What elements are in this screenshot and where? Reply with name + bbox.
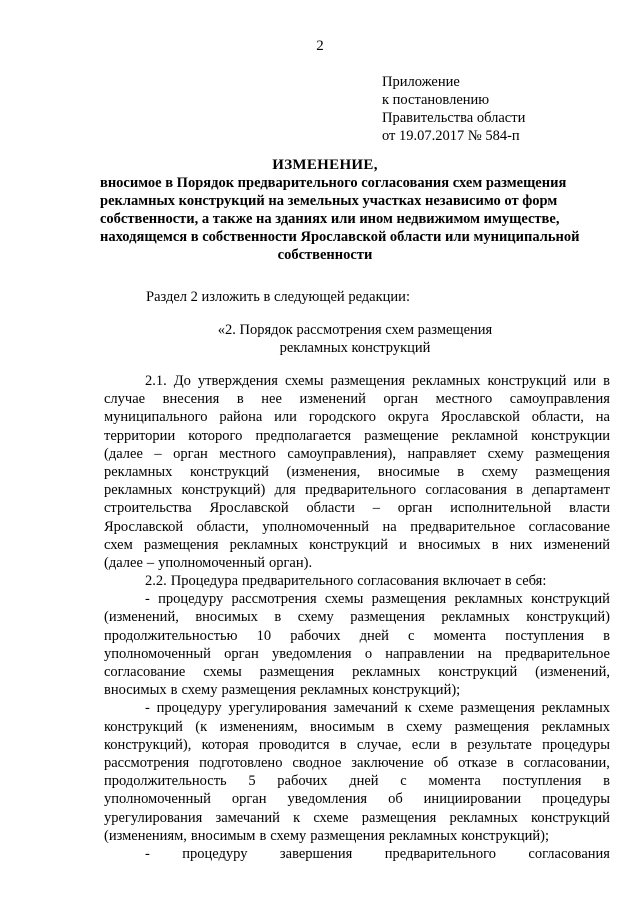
section-heading: [200, 321, 510, 357]
intro-paragraph: Раздел 2 изложить в следующей редакции:: [146, 289, 410, 305]
body-line: (изменений, вносимых в схему размещения рекламных конструкций): [104, 609, 610, 626]
subtitle-line: находящемся в собственности Ярославской области или муниципальной: [100, 229, 580, 245]
title-block: [100, 156, 580, 264]
body-line: конструкций), которая проводится в случае, если в результате процедуры: [104, 736, 610, 753]
body-line: (далее – орган местного самоуправления), направляет схему размещения: [104, 445, 610, 462]
appendix-line: Правительства области: [382, 110, 526, 126]
body-line: конструкций (к изменениям, вносимым в схему размещения рекламных: [104, 718, 610, 735]
body-line: продолжительность 5 рабочих дней с момента поступления в: [104, 773, 610, 790]
body-line: строительства Ярославской области – орган исполнительной власти: [104, 500, 610, 517]
body-line: уполномоченный орган уведомления об инициировании процедуры: [104, 791, 610, 808]
appendix-line: к постановлению: [382, 92, 490, 108]
body-line: продолжительностью 10 рабочих дней с момента поступления в: [104, 627, 610, 644]
body-line: территории которого предполагается размещение рекламной конструкции: [104, 427, 610, 444]
section-heading-line: «2. Порядок рассмотрения схем размещения: [217, 322, 493, 338]
body-line: случае внесения в нее изменений орган местного самоуправления: [104, 391, 610, 408]
body-text: [104, 372, 610, 863]
subtitle-line: собственности, а также на зданиях или ином недвижимом имуществе,: [100, 211, 560, 227]
subtitle-line: собственности: [277, 247, 373, 263]
body-line: - процедуру завершения предварительного согласования: [145, 845, 610, 862]
body-line: 2.2. Процедура предварительного согласования включает в себя:: [145, 573, 547, 590]
body-line: муниципального района или городского округа Ярославской области, на: [104, 409, 610, 426]
body-line: урегулирования замечаний к схеме размещения рекламных конструкций: [104, 809, 610, 826]
body-line: Ярославской области, уполномоченный на предварительное согласование: [104, 518, 610, 535]
subtitle-line: вносимое в Порядок предварительного согласования схем размещения: [100, 175, 567, 191]
appendix-block: [382, 73, 525, 145]
subtitle-line: рекламных конструкций на земельных участках независимо от форм: [100, 193, 558, 209]
body-line: - процедуру урегулирования замечаний к схеме размещения рекламных: [145, 700, 610, 717]
body-line: рассмотрения подготовлено сводное заключение об отказе в согласовании,: [104, 754, 610, 771]
body-line: вносимых в схему размещения рекламных конструкций);: [104, 682, 461, 699]
body-line: (далее – уполномоченный орган).: [104, 554, 313, 571]
body-line: - процедуру рассмотрения схемы размещения рекламных конструкций: [145, 591, 610, 608]
appendix-line: от 19.07.2017 № 584-п: [382, 128, 520, 144]
body-line: 2.1. До утверждения схемы размещения рекламных конструкций или в: [145, 373, 610, 389]
body-line: рекламных конструкций (изменения, вносимые в схему размещения: [104, 463, 610, 480]
body-line: рекламных конструкций) для предварительного согласования в департамент: [104, 482, 610, 499]
body-line: схем размещения рекламных конструкций и вносимых в них изменений: [104, 536, 610, 553]
body-line: уполномоченный орган уведомления о направлении на предварительное: [104, 645, 610, 662]
appendix-line: Приложение: [382, 74, 460, 90]
body-line: (изменениям, вносимым в схему размещения рекламных конструкций);: [104, 827, 550, 844]
page-number: 2: [316, 38, 324, 54]
section-heading-line: рекламных конструкций: [279, 340, 431, 356]
document-title: ИЗМЕНЕНИЕ,: [272, 157, 378, 173]
body-line: согласование схемы размещения рекламных конструкций (изменений,: [104, 664, 610, 680]
